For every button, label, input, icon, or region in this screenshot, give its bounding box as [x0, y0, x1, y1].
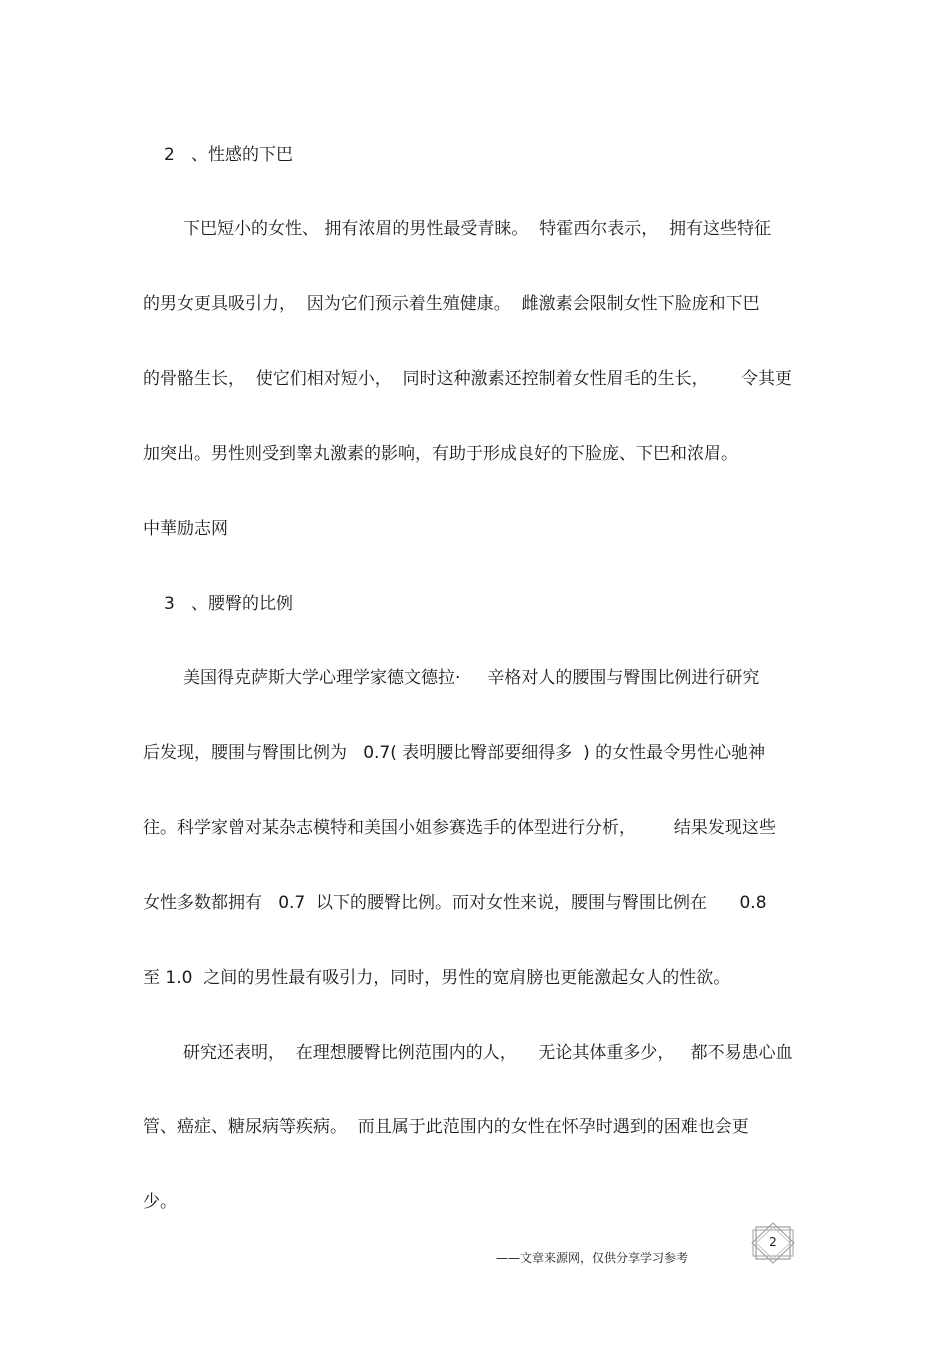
paragraph-line: 往。科学家曾对某杂志模特和美国小姐参赛选手的体型进行分析， 结果发现这些 [143, 818, 776, 838]
paragraph-line: 的男女更具吸引力， 因为它们预示着生殖健康。 雌激素会限制女性下脸庞和下巴 [143, 294, 760, 314]
paragraph-line: 美国得克萨斯大学心理学家德文德拉· 辛格对人的腰围与臀围比例进行研究 [183, 668, 760, 688]
section-heading-waist-hip: 3 、腰臀的比例 [164, 594, 294, 614]
paragraph-line: 的骨骼生长， 使它们相对短小， 同时这种激素还控制着女性眉毛的生长， 令其更 [143, 369, 793, 389]
section-heading-chin: 2 、性感的下巴 [164, 145, 294, 165]
paragraph-line: 至 1.0 之间的男性最有吸引力，同时，男性的宽肩膀也更能激起女人的性欲。 [143, 968, 731, 988]
paragraph-line: 管、癌症、糖尿病等疾病。 而且属于此范围内的女性在怀孕时遇到的困难也会更 [143, 1117, 749, 1137]
source-label: 中華励志网 [143, 519, 228, 539]
page-number: 2 [769, 1235, 777, 1249]
paragraph-line: 女性多数都拥有 0.7 以下的腰臀比例。而对女性来说，腰围与臀围比例在 0.8 [143, 893, 767, 913]
paragraph-line: 研究还表明， 在理想腰臀比例范围内的人， 无论其体重多少， 都不易患心血 [183, 1043, 793, 1063]
paragraph-line: 加突出。男性则受到睾丸激素的影响，有助于形成良好的下脸庞、下巴和浓眉。 [143, 444, 738, 464]
paragraph-line: 后发现，腰围与臀围比例为 0.7( 表明腰比臀部要细得多 ) 的女性最令男性心驰神 [143, 743, 766, 763]
page-number-badge [750, 1222, 796, 1264]
footer-source-note: ——文章来源网，仅供分享学习参考 [496, 1251, 689, 1265]
paragraph-line: 少。 [143, 1192, 177, 1212]
paragraph-line: 下巴短小的女性、 拥有浓眉的男性最受青睐。 特霍西尔表示， 拥有这些特征 [183, 219, 772, 239]
